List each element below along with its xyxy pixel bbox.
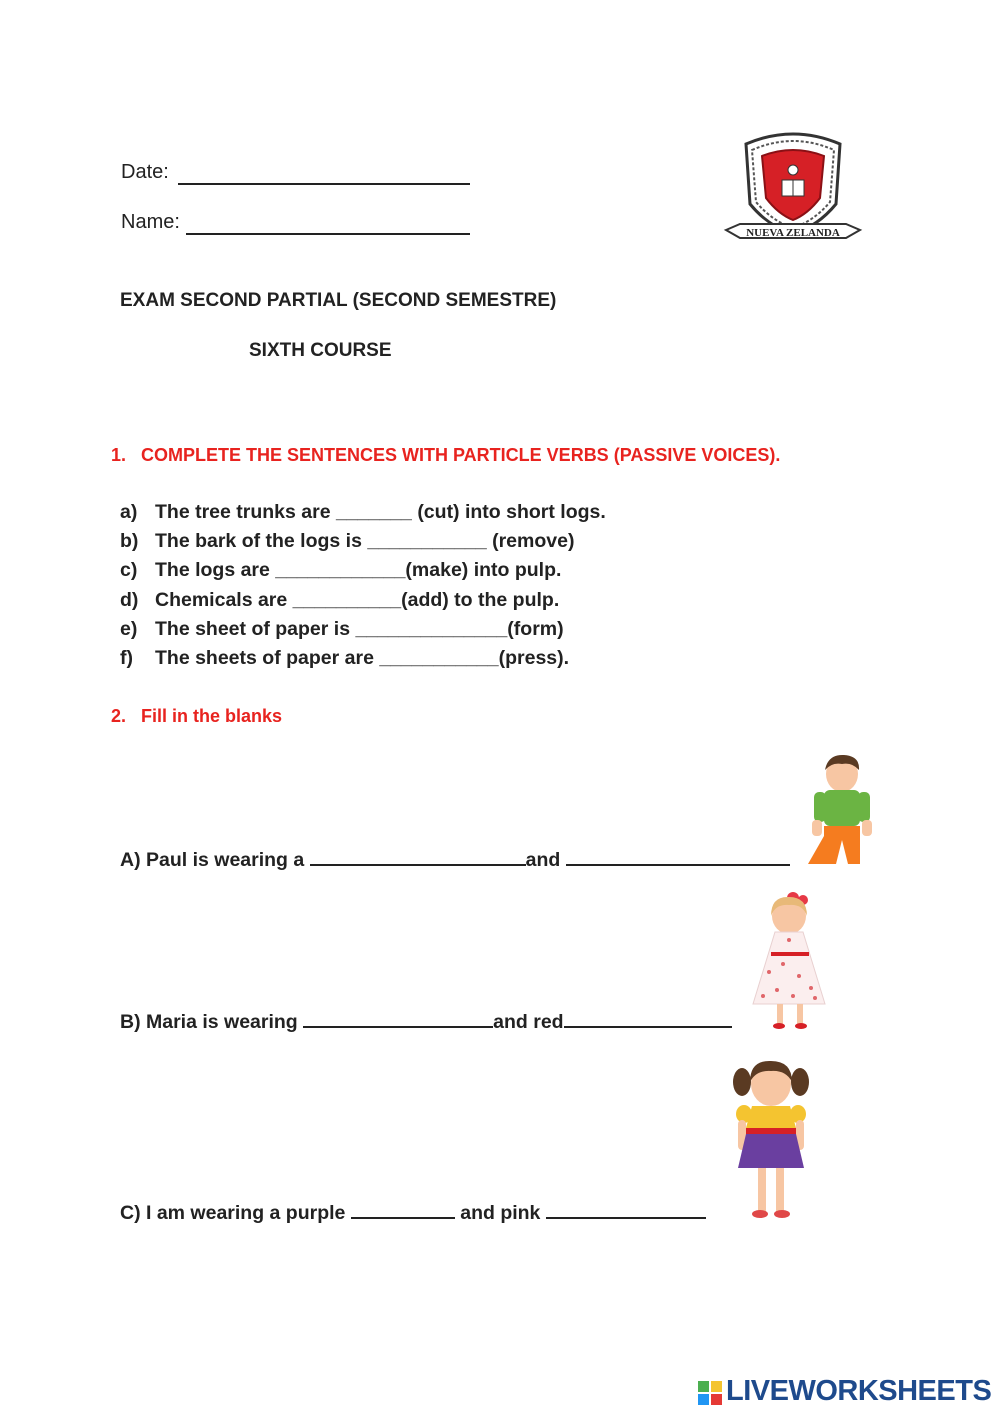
section-1-title: COMPLETE THE SENTENCES WITH PARTICLE VERBS (PASSIVE VOICES).	[141, 445, 781, 465]
fill-b-prefix: B) Maria is wearing	[120, 1011, 298, 1033]
name-label: Name:	[121, 211, 180, 233]
fill-item-b	[120, 1010, 732, 1034]
item-letter: e)	[120, 617, 138, 640]
item-letter: b)	[120, 530, 139, 553]
fill-a-blank-1[interactable]	[310, 848, 526, 866]
item-letter: d)	[120, 588, 139, 611]
fill-a-blank-2[interactable]	[566, 848, 790, 866]
section-1-heading	[111, 445, 780, 466]
section-2-title: Fill in the blanks	[141, 706, 283, 726]
item-letter: a)	[120, 501, 138, 523]
course-title: SIXTH COURSE	[249, 340, 392, 361]
boy-figure	[804, 752, 876, 875]
date-label: Date:	[121, 161, 169, 183]
item-text[interactable]: The sheets of paper are ___________(press).	[155, 646, 570, 669]
exam-title: EXAM SECOND PARTIAL (SECOND SEMESTRE)	[120, 290, 557, 311]
section-2-number: 2.	[111, 706, 127, 726]
list-item	[120, 644, 606, 673]
item-letter: c)	[120, 559, 138, 582]
fill-c-blank-1[interactable]	[351, 1201, 455, 1219]
section-1-number: 1.	[111, 445, 127, 465]
name-input-line[interactable]	[186, 233, 470, 235]
list-item	[120, 615, 606, 644]
list-item	[120, 556, 606, 585]
school-crest-logo	[718, 126, 868, 251]
logo-ribbon-text: NUEVA ZELANDA	[746, 227, 840, 239]
fill-item-a	[120, 848, 790, 872]
girl-skirt-figure	[730, 1058, 812, 1227]
question-list	[120, 498, 606, 673]
fill-b-blank-1[interactable]	[303, 1010, 493, 1028]
liveworksheets-logo-icon	[698, 1381, 722, 1405]
fill-b-middle: and red	[493, 1011, 564, 1033]
item-text[interactable]: The tree trunks are _______ (cut) into short logs.	[155, 501, 606, 523]
item-text[interactable]: The logs are ____________(make) into pulp.	[155, 559, 562, 582]
list-item	[120, 586, 606, 615]
liveworksheets-brand[interactable]: LIVEWORKSHEETS	[726, 1375, 992, 1407]
list-item	[120, 498, 606, 527]
fill-c-blank-2[interactable]	[546, 1201, 706, 1219]
item-text[interactable]: Chemicals are __________(add) to the pulp.	[155, 588, 560, 611]
item-text[interactable]: The bark of the logs is ___________ (remove)	[155, 530, 575, 553]
fill-c-prefix: C) I am wearing a purple	[120, 1202, 346, 1224]
item-text[interactable]: The sheet of paper is ______________(form)	[155, 617, 564, 640]
fill-c-middle: and pink	[460, 1202, 541, 1224]
girl-dress-figure	[749, 892, 831, 1037]
fill-b-blank-2[interactable]	[564, 1010, 732, 1028]
list-item	[120, 527, 606, 556]
fill-a-prefix: A) Paul is wearing a	[120, 849, 305, 871]
item-letter: f)	[120, 646, 133, 669]
section-2-heading	[111, 706, 282, 727]
fill-a-middle: and	[525, 849, 561, 871]
date-input-line[interactable]	[178, 183, 470, 185]
fill-item-c	[120, 1201, 706, 1225]
